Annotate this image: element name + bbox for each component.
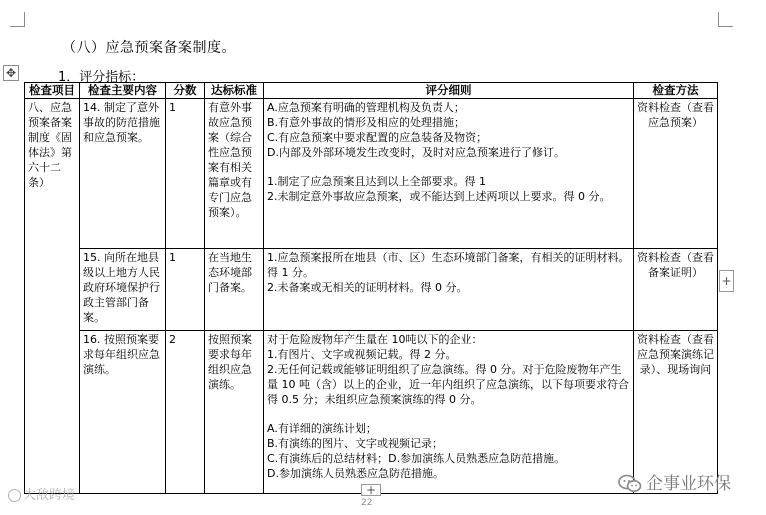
page-corner-mark-top-right [718, 12, 733, 27]
table-row [25, 249, 718, 331]
detail-line: B.有演练的图片、文字或视频记录； [267, 437, 444, 450]
detail-line: A.有详细的演练计划； [267, 422, 377, 435]
detail-line: 对于危险废物年产生量在 10吨以下的企业： [267, 333, 483, 346]
content-cell: 14. 制定了意外事故的防范措施和应急预案。 [80, 99, 166, 249]
content-cell: 15. 向所在地县级以上地方人民政府环境保护行政主管部门备案。 [80, 249, 166, 331]
detail-line: 2.未备案或无相关的证明材料。得 0 分。 [267, 281, 468, 294]
standard-cell: 在当地生态环境部门备案。 [205, 249, 264, 331]
details-cell [264, 331, 634, 494]
header-score: 分数 [166, 83, 205, 99]
detail-line: D.内部及外部环境发生改变时，及时对应急预案进行了修订。 [267, 146, 565, 159]
detail-spacer [267, 407, 630, 421]
details-cell [264, 99, 634, 249]
page-corner-mark-top-left [10, 12, 25, 27]
detail-line: 2.未制定意外事故应急预案，或不能达到上述两项以上要求。得 0 分。 [267, 190, 611, 203]
table-move-handle-icon[interactable]: ✥ [3, 65, 19, 81]
header-scoring-details: 评分细则 [264, 83, 634, 99]
watermark-left-text: 大敌跨境 [23, 488, 76, 503]
score-cell: 2 [166, 331, 205, 494]
page-number: 22 [361, 498, 373, 508]
detail-spacer [267, 160, 630, 174]
detail-line: C.有应急预案中要求配置的应急装备及物资； [267, 131, 488, 144]
section-heading: （八）应急预案备案制度。 [62, 40, 236, 56]
subheading: 1．评分指标： [58, 70, 145, 85]
detail-line: D.参加演练人员熟悉应急防范措施。 [267, 467, 444, 480]
score-cell: 1 [166, 99, 205, 249]
detail-line: C.有演练后的总结材料；D.参加演练人员熟悉应急防范措施。 [267, 452, 566, 465]
details-cell [264, 249, 634, 331]
score-cell: 1 [166, 249, 205, 331]
detail-line: B.有意外事故的情形及相应的处理措施； [267, 116, 466, 129]
wechat-icon [618, 474, 642, 494]
table-row [25, 99, 718, 249]
header-check-content: 检查主要内容 [80, 83, 166, 99]
watermark-logo-icon [8, 489, 21, 502]
detail-line: 1.应急预案报所在地县（市、区）生态环境部门备案，有相关的证明材料。得 1 分。 [267, 251, 630, 279]
table-row [25, 331, 718, 494]
standard-cell: 按照预案要求每年组织应急演练。 [205, 331, 264, 494]
watermark-left [8, 484, 75, 503]
watermark-right-text: 企事业环保 [646, 474, 731, 494]
method-cell: 资料检查（查看应急预案演练记录）、现场询问 [634, 331, 718, 494]
detail-line: A.应急预案有明确的管理机构及负责人； [267, 101, 465, 114]
method-cell: 资料检查（查看应急预案） [634, 99, 718, 249]
detail-line: 1.有图片、文字或视频记载。得 2 分。 [267, 348, 457, 361]
standard-cell: 有意外事故应急预案（综合性应急预案有相关篇章或有专门应急预案）。 [205, 99, 264, 249]
header-check-item: 检查项目 [25, 83, 80, 99]
scoring-table [24, 82, 718, 494]
add-column-icon[interactable]: + [361, 484, 381, 496]
add-row-icon[interactable]: + [719, 270, 734, 292]
method-cell: 资料检查（查看备案证明） [634, 249, 718, 331]
content-cell: 16. 按照预案要求每年组织应急演练。 [80, 331, 166, 494]
detail-line: 1.制定了应急预案且达到以上全部要求。得 1 [267, 175, 486, 188]
check-item-cell: 八、应急预案备案制度《固体法》第六十二条） [25, 99, 80, 494]
header-standard: 达标标准 [205, 83, 264, 99]
watermark-right [618, 469, 731, 494]
header-check-method: 检查方法 [634, 83, 718, 99]
table-header-row [25, 83, 718, 99]
detail-line: 2.无任何记载或能够证明组织了应急演练。得 0 分。对于危险废物年产生量 10 吨（含）以上的企业，近一年内组织了应急演练，以下每项要求符合得 0.5 分；未组织应急预案演练的得 0 分。 [267, 363, 629, 406]
